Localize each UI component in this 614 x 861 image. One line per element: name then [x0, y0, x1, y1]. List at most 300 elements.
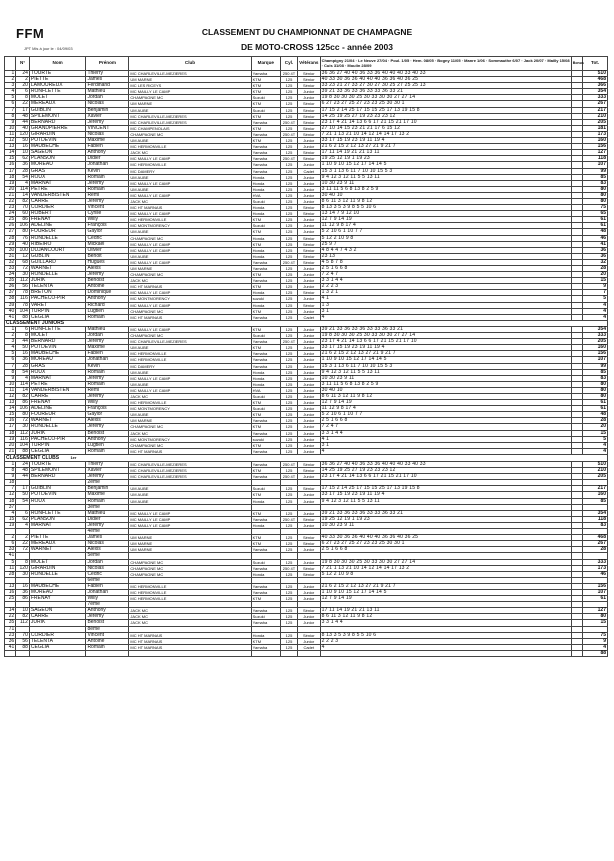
row-brand: Yamaha	[251, 418, 280, 424]
row-category: Junior	[297, 638, 320, 644]
row-number: 116	[16, 436, 30, 442]
row-brand: KTM	[251, 83, 280, 89]
row-club: UM MARNE	[129, 101, 251, 107]
row-brand: Honda	[251, 290, 280, 296]
row-brand: KTM	[251, 424, 280, 430]
row-pos: 15	[5, 156, 16, 162]
row-cc: 125	[281, 205, 298, 211]
row-club: CHAMPAGNE MC	[129, 333, 251, 339]
row-club: MC MONTMORENCY	[129, 296, 251, 302]
row-scores: 40 33 30 36 36 40 40 40 36 36 40 36 25	[320, 535, 571, 541]
row-brand: Suzuki	[251, 559, 280, 565]
row-cc: 125	[281, 192, 298, 198]
row-cc: 125	[281, 498, 298, 504]
row-brand: Yamaha	[251, 71, 280, 77]
row-number: 8	[16, 95, 30, 101]
row-cc: 250 4T	[281, 71, 298, 77]
row-firstname: Jérémy	[86, 474, 129, 480]
row-firstname: Jérémy	[86, 198, 129, 204]
row-cc: 125	[281, 369, 298, 375]
row-brand: KTM	[251, 77, 280, 83]
row-lastname: PETRE	[29, 381, 86, 387]
row-bonus	[571, 650, 582, 656]
row-category: Sénior	[297, 83, 320, 89]
row-lastname: RONDELLE	[29, 424, 86, 430]
row-brand: KTM	[251, 596, 280, 602]
row-club: UM AUBE	[129, 498, 251, 504]
row-club: CHAMPAGNE MC	[129, 571, 251, 577]
row-number: 8	[16, 333, 30, 339]
row-brand: Yamaha	[251, 565, 280, 571]
row-club: MC CHARLEVILLE-MEZIERES	[129, 474, 251, 480]
row-number: 86	[16, 400, 30, 406]
row-brand: Yamaha	[251, 430, 280, 436]
row-brand: KTM	[251, 638, 280, 644]
row-brand: Yamaha	[251, 547, 280, 553]
row-firstname: 5ème	[86, 553, 129, 559]
row-lastname: CARRE	[29, 198, 86, 204]
row-club: UM AUBE	[129, 229, 251, 235]
row-lastname: TELENTA	[29, 638, 86, 644]
row-firstname: Maxime	[86, 138, 129, 144]
row-firstname: Anthony	[86, 150, 129, 156]
row-lastname: PACHECO-PIR	[29, 296, 86, 302]
row-club: MC HT MARNAIS	[129, 644, 251, 650]
row-cc: 125	[281, 253, 298, 259]
row-total: 41	[583, 241, 608, 247]
row-brand: Yamaha	[251, 620, 280, 626]
row-cc: 125	[281, 375, 298, 381]
row-total: 267	[583, 541, 608, 547]
row-total: 354	[583, 326, 608, 332]
row-scores	[320, 650, 571, 656]
row-scores: 5 12 2 10 9 8	[320, 571, 571, 577]
row-firstname: Lugtien	[86, 442, 129, 448]
row-category: Cadet	[297, 644, 320, 650]
row-number: 20	[16, 83, 30, 89]
row-category: Junior	[297, 393, 320, 399]
row-lastname: WARNET	[29, 547, 86, 553]
row-pos: 13	[5, 400, 16, 406]
row-club: JACK MC	[129, 608, 251, 614]
row-cc: 125	[281, 302, 298, 308]
row-club: UM MARNE	[129, 547, 251, 553]
row-pos: 40	[5, 308, 16, 314]
juniors-heading: CLASSEMENT JUNIORS	[5, 320, 608, 326]
row-pos: 12	[5, 138, 16, 144]
row-lastname: MARNAT	[29, 522, 86, 528]
row-scores: 9 4 12 3 12 11 5 5 13 11	[320, 498, 571, 504]
row-pos: 25	[5, 596, 16, 602]
row-firstname: Jonathan	[86, 357, 129, 363]
row-brand: Honda	[251, 174, 280, 180]
row-pos: 6	[5, 357, 16, 363]
row-total: 83	[583, 180, 608, 186]
row-number: 22	[16, 101, 30, 107]
row-total: 20	[583, 272, 608, 278]
row-club: CHAMPAGNE MC	[129, 95, 251, 101]
row-scores: 5 12 2 10 9 8	[320, 235, 571, 241]
row-category: Junior	[297, 308, 320, 314]
row-scores: 10 30 23 9 11	[320, 180, 571, 186]
row-cc: 125	[281, 345, 298, 351]
row-total: 107	[583, 162, 608, 168]
row-firstname: Olivier	[86, 247, 129, 253]
row-cc: 125	[281, 241, 298, 247]
row-firstname: 8ème	[86, 626, 129, 632]
row-total: 15	[583, 278, 608, 284]
row-category: Sénior	[297, 516, 320, 522]
row-brand: Yamaha	[251, 448, 280, 454]
row-lastname: ADELINE	[29, 406, 86, 412]
row-number: 116	[16, 296, 30, 302]
row-number: 88	[16, 314, 30, 320]
row-number: 86	[16, 217, 30, 223]
row-cc: 125	[281, 381, 298, 387]
row-pos: 35	[5, 620, 16, 626]
row-cc: 125	[281, 412, 298, 418]
row-pos: 23	[5, 632, 16, 638]
row-number: 30	[16, 272, 30, 278]
row-pos: 2	[5, 333, 16, 339]
row-scores: 8 6 11 3 12 11 9 8 12	[320, 614, 571, 620]
row-category: Sénior	[297, 113, 320, 119]
row-total: 107	[583, 589, 608, 595]
row-category: Sénior	[297, 259, 320, 265]
row-scores: 19 25 12 19 1 19 23	[320, 156, 571, 162]
row-cc: 125	[281, 83, 298, 89]
row-firstname: Mathieu	[86, 326, 129, 332]
row-brand: Honda	[251, 180, 280, 186]
row-cc: 125	[281, 125, 298, 131]
row-number: 28	[16, 168, 30, 174]
row-cc: 250 4T	[281, 259, 298, 265]
row-total: 217	[583, 107, 608, 113]
row-scores: 4 1	[320, 296, 571, 302]
row-brand: suzuki	[251, 436, 280, 442]
row-cc: 125	[281, 492, 298, 498]
row-total: 61	[583, 596, 608, 602]
row-lastname: WARNET	[29, 266, 86, 272]
row-scores: 7 2 4 7	[320, 272, 571, 278]
row-club: JACK MC	[129, 430, 251, 436]
row-firstname: Mickaël	[86, 241, 129, 247]
row-club: MC MAILLY LE CAMP	[129, 89, 251, 95]
row-cc: 125	[281, 406, 298, 412]
row-lastname: TOURTE	[29, 462, 86, 468]
row-total: 156	[583, 144, 608, 150]
row-pos: 24	[5, 211, 16, 217]
row-cc: 125	[281, 247, 298, 253]
row-firstname: Xavier	[86, 468, 129, 474]
row-category: Junior	[297, 583, 320, 589]
row-firstname: Xavier	[86, 113, 129, 119]
row-total: 366	[583, 83, 608, 89]
row-lastname: DUJANCOURT	[29, 247, 86, 253]
row-cc: 125	[281, 211, 298, 217]
row-total: 160	[583, 138, 608, 144]
row-cc: 250 4T	[281, 119, 298, 125]
row-lastname: JURIK	[29, 430, 86, 436]
col-pos	[5, 57, 16, 71]
row-club: MC MAILLY LE CAMP	[129, 290, 251, 296]
row-pos: 2	[5, 77, 16, 83]
row-club: MC MAILLY LE CAMP	[129, 516, 251, 522]
row-club: MC DAMERY	[129, 363, 251, 369]
general-standings	[5, 71, 608, 321]
row-category: Sénior	[297, 608, 320, 614]
row-scores: 3 11 11 5 6 8 13 8 2 5 9	[320, 381, 571, 387]
row-lastname: MOLET	[29, 95, 86, 101]
row-club: MC HERMONVILLE	[129, 162, 251, 168]
row-firstname: Jordan	[86, 559, 129, 565]
row-total: 80	[583, 381, 608, 387]
row-firstname: Benjamin	[86, 486, 129, 492]
row-brand: KTM	[251, 308, 280, 314]
row-category: Junior	[297, 448, 320, 454]
row-club: MC HERMONVILLE	[129, 144, 251, 150]
row-brand: Yamaha	[251, 516, 280, 522]
row-cc: 250 4T	[281, 131, 298, 137]
row-brand: KTM	[251, 326, 280, 332]
row-category: Junior	[297, 430, 320, 436]
row-pos: 5	[5, 559, 16, 565]
row-club: UM AUBE	[129, 253, 251, 259]
row-brand: Suzuki	[251, 223, 280, 229]
row-club: MC LES RICEYS	[129, 83, 251, 89]
row-pos: 19	[5, 436, 16, 442]
row-lastname: MOREAU	[29, 162, 86, 168]
row-lastname: POTDEVIN	[29, 345, 86, 351]
row-total: 333	[583, 333, 608, 339]
row-total: 127	[583, 608, 608, 614]
row-firstname: James	[86, 77, 129, 83]
row-pos: 15	[5, 412, 16, 418]
row-scores: 25 9 7	[320, 241, 571, 247]
row-pos: 3	[5, 339, 16, 345]
row-brand: Yamaha	[251, 357, 280, 363]
row-category: Junior	[297, 89, 320, 95]
row-total: 205	[583, 474, 608, 480]
row-cc: 125	[281, 468, 298, 474]
row-club: MC CHARLEVILLE-MEZIERES	[129, 119, 251, 125]
row-pos: 4	[5, 510, 16, 516]
row-category: Junior	[297, 620, 320, 626]
row-category: Sénior	[297, 101, 320, 107]
row-lastname: GRAS	[29, 168, 86, 174]
row-club	[129, 650, 251, 656]
row-club: UM MARNE	[129, 266, 251, 272]
row-firstname: Benoist	[86, 430, 129, 436]
row-scores: 19 8 30 30 30 25 30 33 30 30 27 27 14	[320, 333, 571, 339]
row-lastname: MOREAU	[29, 357, 86, 363]
page-subtitle: DE MOTO-CROSS 125cc - année 2003	[241, 42, 393, 52]
row-lastname: MAUBECHE	[29, 351, 86, 357]
row-number: 104	[16, 308, 30, 314]
row-total: 333	[583, 95, 608, 101]
row-pos: 16	[5, 418, 16, 424]
row-category: Junior	[297, 369, 320, 375]
row-total: 5	[583, 436, 608, 442]
row-pos: 26	[5, 223, 16, 229]
row-scores: 7 2 4 7	[320, 424, 571, 430]
row-brand: suzuki	[251, 296, 280, 302]
row-number: 2	[16, 535, 30, 541]
row-scores: 4	[320, 644, 571, 650]
row-number: 48	[16, 468, 30, 474]
row-club: MC HERMONVILLE	[129, 583, 251, 589]
row-pos: 36	[5, 284, 16, 290]
row-lastname: CEGLIA	[29, 314, 86, 320]
row-pos: 41	[5, 644, 16, 650]
row-total: 354	[583, 89, 608, 95]
row-total: 4	[583, 308, 608, 314]
row-total: 36	[583, 247, 608, 253]
row-club: MC HERMONVILLE	[129, 357, 251, 363]
row-firstname: Gaylor	[86, 412, 129, 418]
row-lastname: ROBERT	[29, 211, 86, 217]
row-category: Sénior	[297, 486, 320, 492]
row-lastname: MOLET	[29, 333, 86, 339]
row-brand: KTM	[251, 217, 280, 223]
row-firstname: Didier	[86, 156, 129, 162]
row-club: CHAMPAGNE MC	[129, 442, 251, 448]
row-scores: 8 6 11 3 12 11 9 8 12	[320, 198, 571, 204]
row-total: 127	[583, 150, 608, 156]
row-scores: 5 2 10 6 1 10 7 7	[320, 412, 571, 418]
row-cc: 125	[281, 424, 298, 430]
row-category: Sénior	[297, 253, 320, 259]
row-brand: Honda	[251, 211, 280, 217]
row-total: 4	[583, 302, 608, 308]
row-pos: 4	[5, 89, 16, 95]
row-total: 48	[583, 412, 608, 418]
row-category: Junior	[297, 559, 320, 565]
row-cc: 125	[281, 357, 298, 363]
row-cc: 125	[281, 95, 298, 101]
col-club: Club	[129, 57, 251, 71]
row-brand: Honda	[251, 498, 280, 504]
row-total: 75	[583, 205, 608, 211]
row-number: 62	[16, 156, 30, 162]
row-pos: 1	[5, 326, 16, 332]
row-club: CHAMPAGNE MC	[129, 131, 251, 137]
row-scores: 21 6 2 15 2 12 13 27 21 9 21 7	[320, 351, 571, 357]
row-number: 36	[16, 162, 30, 168]
row-pos: 17	[5, 168, 16, 174]
row-club: MC HT MARNAIS	[129, 638, 251, 644]
row-number: 56	[16, 284, 30, 290]
row-lastname: MEREAUX	[29, 101, 86, 107]
row-cc	[281, 650, 298, 656]
row-brand: Honda	[251, 571, 280, 577]
row-category: Junior	[297, 272, 320, 278]
row-category: Sénior	[297, 632, 320, 638]
row-cc: 125	[281, 351, 298, 357]
row-cc: 125	[281, 510, 298, 516]
row-club: MC MAILLY LE CAMP	[129, 156, 251, 162]
row-scores: 2 5 1 6 6 8	[320, 266, 571, 272]
row-pos: 1	[5, 71, 16, 77]
row-firstname: Rémi	[86, 192, 129, 198]
row-number: 106	[16, 406, 30, 412]
row-club: MC HT MARNAIS	[129, 448, 251, 454]
row-number: 88	[16, 644, 30, 650]
row-pos: 18	[5, 498, 16, 504]
row-lastname: ROUX	[29, 174, 86, 180]
row-firstname: Jonathan	[86, 162, 129, 168]
row-pos: 31	[5, 253, 16, 259]
row-scores: 19 8 30 30 30 25 30 33 30 30 27 27 14	[320, 559, 571, 565]
row-lastname: ROUX	[29, 369, 86, 375]
row-lastname: VANDERBISTEN	[29, 387, 86, 393]
row-pos: 41	[5, 314, 16, 320]
row-firstname: James	[86, 535, 129, 541]
col-nom: Nom	[29, 57, 86, 71]
row-lastname: SPILEMONT	[29, 468, 86, 474]
row-lastname: PACHECO-PIR	[29, 436, 86, 442]
row-scores: 23 13	[320, 253, 571, 259]
row-club: MC MAILLY LE CAMP	[129, 241, 251, 247]
row-pos: 36	[5, 638, 16, 644]
row-brand: Suzuki	[251, 486, 280, 492]
row-number: 6	[16, 326, 30, 332]
row-pos: 9	[5, 474, 16, 480]
row-scores: 17 11 14 19 21 21 13 11	[320, 150, 571, 156]
row-category: Junior	[297, 174, 320, 180]
row-lastname: GIRARDIN	[29, 565, 86, 571]
row-number: 2	[16, 77, 30, 83]
row-club: UM MARNE	[129, 418, 251, 424]
row-number: 68	[16, 259, 30, 265]
row-brand: Yamaha	[251, 314, 280, 320]
row-scores: 19 25 12 19 1 19 23	[320, 516, 571, 522]
col-r2: Le Neuve 27/04	[358, 58, 387, 64]
row-firstname: Cyrille	[86, 211, 129, 217]
row-lastname: MAUBECHE	[29, 583, 86, 589]
row-cc: 250 4T	[281, 565, 298, 571]
row-lastname: FOUREUR	[29, 229, 86, 235]
row-cc: 125	[281, 168, 298, 174]
col-r11: Moulin 28/09	[347, 62, 372, 68]
row-category: Junior	[297, 492, 320, 498]
row-firstname: Ferdinand	[86, 83, 129, 89]
update-date: JPT Mis à jour le : 04/09/03	[24, 46, 73, 51]
row-brand: Honda	[251, 369, 280, 375]
row-scores: 2 5 1 6 6 8	[320, 547, 571, 553]
row-category: Junior	[297, 406, 320, 412]
row-firstname: Kévin	[86, 363, 129, 369]
row-scores: 8 6 11 3 12 11 9 8 12	[320, 393, 571, 399]
row-brand: HVA	[251, 387, 280, 393]
table-header-row	[5, 57, 608, 71]
row-cc: 250 4T	[281, 462, 298, 468]
row-scores: 11 12 9 8 17 4	[320, 406, 571, 412]
row-number: 60	[16, 211, 30, 217]
row-total: 354	[583, 510, 608, 516]
row-pos: 37	[5, 504, 16, 510]
row-category: Sénior	[297, 119, 320, 125]
row-cc: 250 4T	[281, 156, 298, 162]
col-rounds: Champigny 21/04 · Le Neuve 27/04 · Poul. 1/05 · Hem. 08/05 · Bogny 11/05 · Manre 1/06 · Sommauthe 6/07 · Jack 20/07 · Mailly 15/08 · Cuis 31/08 · Moulin 28/09	[320, 57, 571, 71]
row-scores: 27 10 14 15 23 21 21 17 6 15 12	[320, 125, 571, 131]
row-firstname: Nicolas	[86, 565, 129, 571]
col-cyl: Cyl.	[281, 57, 298, 71]
row-pos: 16	[5, 162, 16, 168]
row-firstname: Romain	[86, 644, 129, 650]
row-lastname: CORDIER	[29, 632, 86, 638]
row-scores: 39 21 33 36 33 36 33 33 36 33 21	[320, 89, 571, 95]
